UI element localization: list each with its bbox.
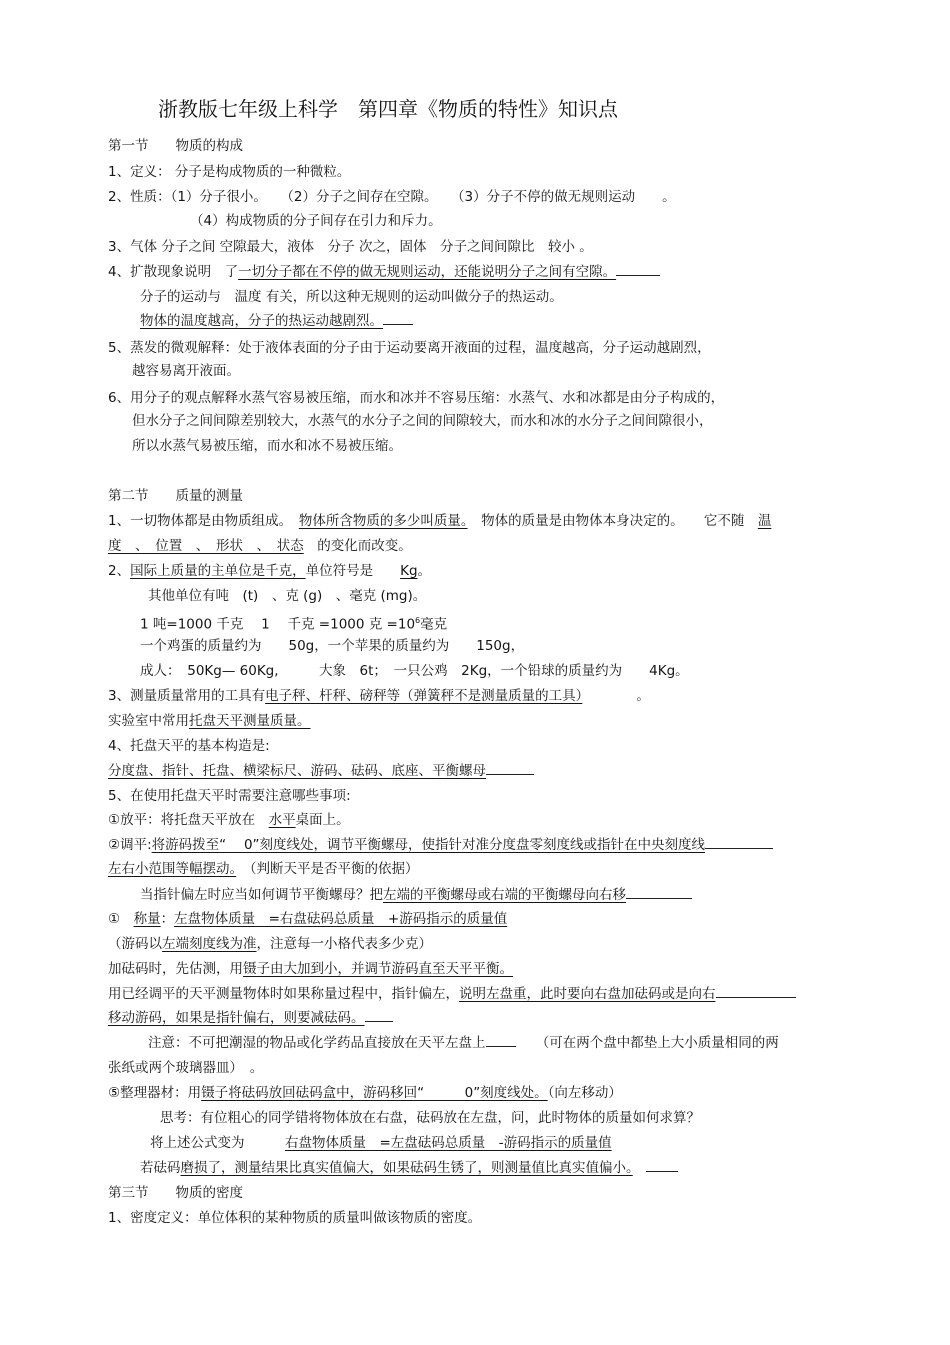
underlined-answer: Kg bbox=[400, 563, 418, 579]
section-1-heading: 第一节 物质的构成 bbox=[108, 138, 243, 154]
text-line: 越容易离开液面。 bbox=[132, 363, 240, 379]
text-line: 但水分子之间间隙差别较大，水蒸气的水分子之间的间隙较大，而水和冰的水分子之间间隙很小， bbox=[132, 413, 713, 429]
exponent: 6 bbox=[415, 616, 421, 625]
text-span: （可在两个盘中都垫上大小质量相同的两 bbox=[515, 1035, 779, 1051]
text-span: ，注意每一小格代表多少克） bbox=[256, 936, 432, 952]
text-line bbox=[148, 1034, 779, 1052]
text-span: ① bbox=[108, 911, 134, 927]
text-span: ②调平: bbox=[108, 837, 152, 853]
underlined-answer: 左盘物体质量 =右盘砝码总质量 +游码指示的质量值 bbox=[174, 911, 508, 927]
document-title: 浙教版七年级上科学 第四章《物质的特性》知识点 bbox=[158, 97, 618, 121]
text-span: 3、测量质量常用的工具有 bbox=[108, 688, 266, 704]
text-line: 成人： 50Kg— 60Kg, 大象 6t； 一只公鸡 2Kg，一个铅球的质量约为 4Kg。 bbox=[140, 663, 689, 679]
underlined-answer: 左端刻度线为准 bbox=[162, 936, 257, 952]
text-span: 物体的质量是由物体本身决定的。 它不随 bbox=[467, 513, 745, 529]
underlined-answer: 说明左盘重，此时要向右盘加砝码或是向右 bbox=[459, 986, 716, 1002]
underlined-answer: 温 bbox=[757, 513, 772, 529]
underlined-answer: 左端的平衡螺母或右端的平衡螺母向右移 bbox=[383, 887, 626, 903]
text-line bbox=[140, 886, 692, 904]
underlined-answer: 移动游码，如果是指针偏右，则要减砝码。 bbox=[108, 1010, 365, 1026]
text-span: 毫克 bbox=[420, 616, 448, 633]
underlined-answer: 物体的温度越高，分子的热运动越剧烈。 bbox=[140, 313, 383, 329]
text-line bbox=[108, 1084, 622, 1102]
text-span: （判断天平是否平衡的依据） bbox=[236, 861, 419, 877]
text-span: 将上述公式变为 bbox=[150, 1135, 285, 1151]
answer-blank bbox=[486, 762, 534, 775]
underlined-answer: 一切分子都在不停的做无规则运动，还能说明分子之间有空隙。 bbox=[238, 264, 617, 280]
underlined-answer: 国际上质量的主单位是千克， bbox=[130, 563, 306, 579]
answer-blank bbox=[383, 312, 413, 325]
answer-blank bbox=[716, 985, 796, 998]
text-line bbox=[108, 935, 432, 953]
text-line bbox=[150, 1134, 612, 1152]
text-line: 2、性质：（1）分子很小。 （2）分子之间存在空隙。 （3）分子不停的做无规则运动 。 bbox=[108, 189, 676, 205]
answer-blank bbox=[705, 836, 773, 849]
answer-blank bbox=[616, 263, 660, 276]
text-line: 5、在使用托盘天平时需要注意哪些事项: bbox=[108, 788, 351, 804]
text-line bbox=[108, 562, 431, 580]
underlined-answer: 称量 bbox=[133, 911, 161, 927]
text-line bbox=[108, 512, 771, 530]
text-span: 加砝码时，先估测，用 bbox=[108, 961, 243, 977]
underlined-answer: 磨损了，测量结果比真实值偏大，如果砝码生锈了，则测量值比真实值偏小。 bbox=[180, 1160, 633, 1176]
text-span: 2、 bbox=[108, 563, 131, 579]
text-span: ⑤整理器材：用 bbox=[108, 1085, 202, 1101]
text-line bbox=[108, 860, 419, 878]
underlined-answer: 左右小范围等幅摆动。 bbox=[108, 861, 237, 877]
text-line: 思考：有位粗心的同学错将物体放在右盘，砝码放在左盘，问，此时物体的质量如何求算？ bbox=[160, 1110, 700, 1126]
text-line bbox=[140, 612, 447, 634]
text-span: （游码以 bbox=[108, 936, 162, 952]
answer-blank bbox=[626, 886, 692, 899]
text-line: 1、定义： 分子是构成物质的一种微粒。 bbox=[108, 164, 351, 180]
text-span: 若砝码 bbox=[140, 1160, 181, 1176]
underlined-answer: 托盘天平测量质量。 bbox=[189, 713, 311, 729]
text-line bbox=[108, 1009, 393, 1027]
text-line bbox=[108, 712, 311, 730]
text-span: （向左移动） bbox=[547, 1085, 622, 1101]
section-2-heading: 第二节 质量的测量 bbox=[108, 488, 243, 504]
text-span: 1、一切物体都是由物质组成。 bbox=[108, 513, 299, 529]
text-span: 1 吨=1000 千克 1 千克 =1000 克 =10 bbox=[140, 616, 416, 633]
text-line: 分子的运动与 温度 有关，所以这种无规则的运动叫做分子的热运动。 bbox=[140, 289, 563, 305]
text-line bbox=[108, 960, 513, 978]
text-line bbox=[108, 910, 507, 928]
text-line bbox=[108, 687, 650, 705]
text-span: 。 bbox=[417, 563, 432, 579]
text-line bbox=[140, 312, 413, 330]
text-line: （4）构成物质的分子间存在引力和斥力。 bbox=[190, 213, 442, 229]
text-line: 所以水蒸气易被压缩，而水和冰不易被压缩。 bbox=[132, 438, 402, 454]
text-line: 其他单位有吨 (t) 、克 (g) 、毫克 (mg)。 bbox=[148, 588, 427, 604]
text-span: 用已经调平的天平测量物体时如果称量过程中，指针偏左， bbox=[108, 986, 459, 1002]
text-span: 4、扩散现象说明 了 bbox=[108, 264, 239, 280]
text-span: ： bbox=[160, 911, 175, 927]
text-span: 实验室中常用 bbox=[108, 713, 189, 729]
text-line: 6、用分子的观点解释水蒸气容易被压缩，而水和冰并不容易压缩：水蒸气、水和冰都是由分子构成的， bbox=[108, 390, 725, 406]
underlined-answer: 镊子将砝码放回砝码盒中，游码移回“ 0”刻度线处。 bbox=[201, 1085, 548, 1101]
text-span: 注意：不可把潮湿的物品或化学药品直接放在天平左盘上 bbox=[148, 1035, 486, 1051]
underlined-answer: 度 、 bbox=[108, 538, 142, 554]
underlined-answer: 将游码拨至“ 0”刻度线处，调节平衡螺母，使指针对准分度盘零刻度线或指针在中央刻度线 bbox=[151, 837, 706, 853]
text-line: 张纸或两个玻璃器皿） 。 bbox=[108, 1060, 264, 1076]
text-line: 1、密度定义：单位体积的某种物质的质量叫做该物质的密度。 bbox=[108, 1210, 482, 1226]
answer-blank bbox=[646, 1159, 678, 1172]
text-span: ①放平：将托盘天平放在 bbox=[108, 812, 269, 828]
underlined-answer: 镊子由大加到小，并调节游码直至天平平衡。 bbox=[243, 961, 513, 977]
answer-blank bbox=[486, 1034, 516, 1047]
text-line: 3、气体 分子之间 空隙最大，液体 分子 次之，固体 分子之间间隙比 较小 。 bbox=[108, 239, 593, 255]
text-line bbox=[108, 537, 412, 555]
underlined-answer: 电子秤、杆秤、磅秤等（弹簧秤不是测量质量的工具） bbox=[265, 688, 583, 704]
section-3-heading: 第三节 物质的密度 bbox=[108, 1185, 243, 1201]
underlined-answer: 水平 bbox=[268, 812, 296, 828]
answer-blank bbox=[365, 1009, 393, 1022]
text-line bbox=[108, 762, 534, 780]
text-span: 单位符号是 bbox=[305, 563, 401, 579]
text-line: 5、蒸发的微观解释：处于液体表面的分子由于运动要离开液面的过程，温度越高，分子运动越剧烈， bbox=[108, 340, 711, 356]
text-span: 的变化而改变。 bbox=[303, 538, 412, 554]
text-line: 一个鸡蛋的质量约为 50g，一个苹果的质量约为 150g， bbox=[140, 638, 525, 654]
text-line bbox=[108, 811, 350, 829]
text-span: 桌面上。 bbox=[295, 812, 350, 828]
text-line bbox=[108, 263, 660, 281]
text-line bbox=[140, 1159, 678, 1177]
text-line bbox=[108, 836, 773, 854]
text-span: 。 bbox=[582, 688, 650, 704]
text-line: 4、托盘天平的基本构造是: bbox=[108, 738, 270, 754]
text-line bbox=[108, 985, 796, 1003]
underlined-answer: 物体所含物质的多少叫质量。 bbox=[298, 513, 468, 529]
underlined-answer: 分度盘、指针、托盘、横梁标尺、游码、砝码、底座、平衡螺母 bbox=[108, 763, 486, 779]
underlined-answer: 位置 、 形状 、 状态 bbox=[141, 538, 304, 554]
text-span: 当指针偏左时应当如何调节平衡螺母？把 bbox=[140, 887, 383, 903]
underlined-answer: 右盘物体质量 =左盘砝码总质量 -游码指示的质量值 bbox=[285, 1135, 612, 1151]
